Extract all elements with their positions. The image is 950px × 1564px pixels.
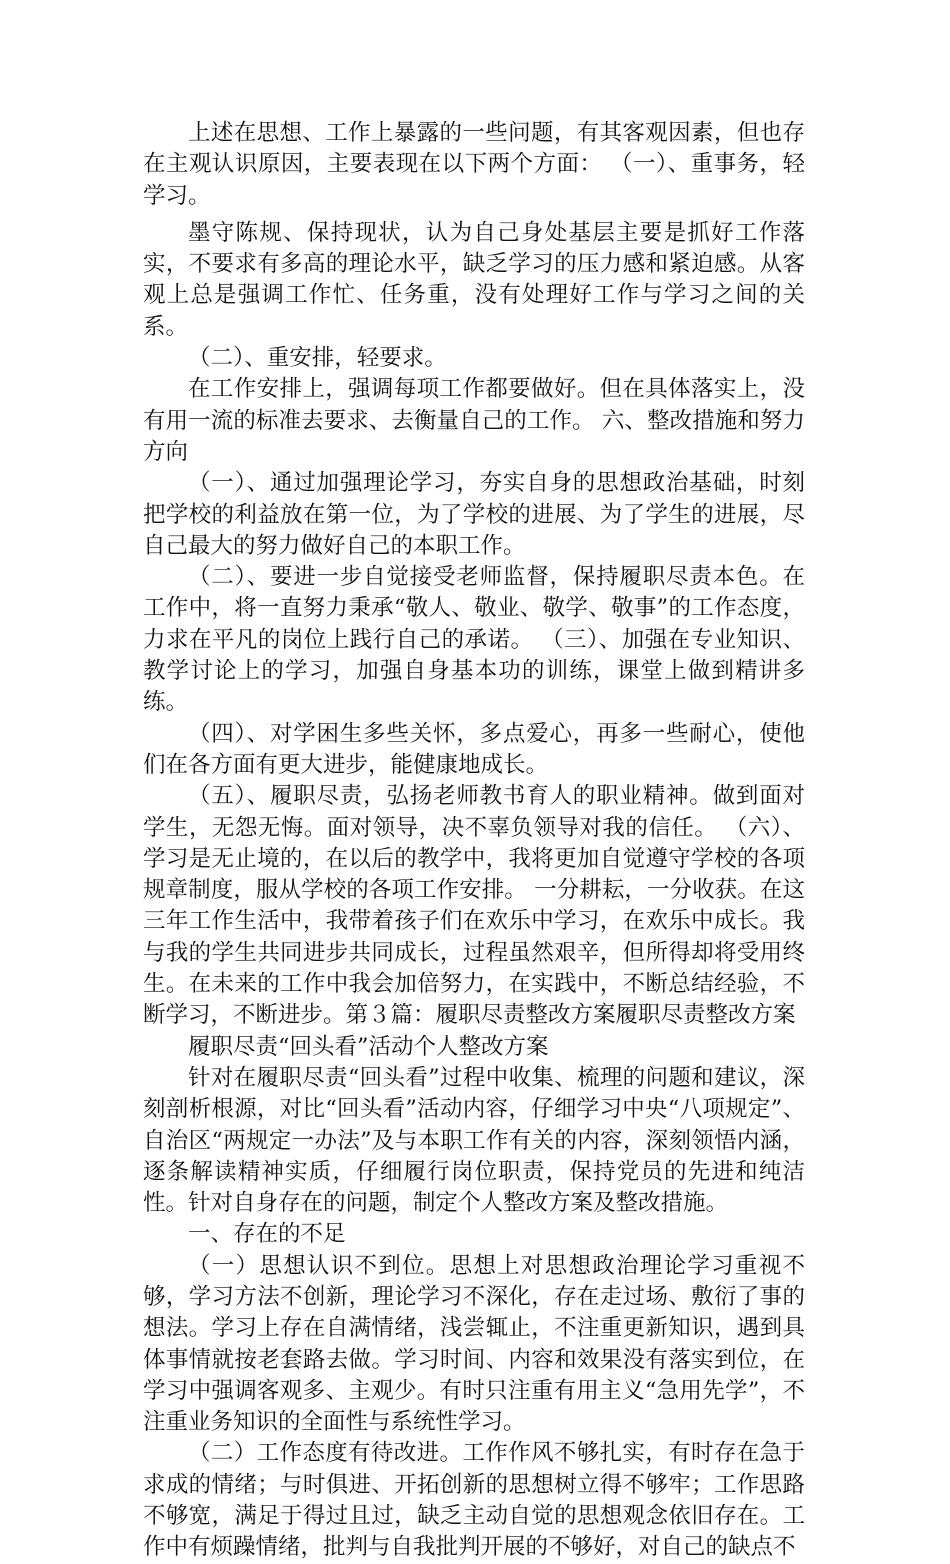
paragraph-conservatism: 墨守陈规、保持现状，认为自己身处基层主要是抓好工作落实，不要求有多高的理论水平，缺乏学习的压力感和紧迫感。从客观上总是强调工作忙、任务重，没有处理好工作与学习之间的关系。 xyxy=(143,219,805,340)
document-body xyxy=(143,118,805,1564)
paragraph-plan-title: 履职尽责“回头看”活动个人整改方案 xyxy=(188,1033,549,1060)
paragraph-measure-2: （二）、要进一步自觉接受老师监督，保持履职尽责本色。在工作中，将一直努力秉承“敬人、敬业、敬学、敬事”的工作态度，力求在平凡的岗位上践行自己的承诺。 （三）、加强在专业知识、教学讨论上的学习，加强自身基本功的训练，课堂上做到精讲多练。 xyxy=(143,564,805,716)
paragraph-measure-1: （一）、通过加强理论学习，夯实自身的思想政治基础，时刻把学校的利益放在第一位，为了学校的进展、为了学生的进展，尽自己最大的努力做好自己的本职工作。 xyxy=(143,470,805,559)
paragraph-work-arrangement: 在工作安排上，强调每项工作都要做好。但在具体落实上，没有用一流的标准去要求、去衡量自己的工作。 六、整改措施和努力方向 xyxy=(143,376,805,465)
paragraph-issue-2: （二）工作态度有待改进。工作作风不够扎实，有时存在急于求成的情绪；与时俱进、开拓创新的思想树立得不够牢；工作思路不够宽，满足于得过且过，缺乏主动自觉的思想观念依旧存在。工作中有烦躁情绪，批判与自我批判开展的不够好，对自己的缺点不 xyxy=(143,1440,805,1561)
paragraph-issue-1: （一）思想认识不到位。思想上对思想政治理论学习重视不够，学习方法不创新，理论学习不深化，存在走过场、敷衍了事的想法。学习上存在自满情绪，浅尝辄止，不注重更新知识，遇到具体事情就按老套路去做。学习时间、内容和效果没有落实到位，在学习中强调客观多、主观少。有时只注重有用主义“急用先学”，不注重业务知识的全面性与系统性学习。 xyxy=(143,1252,805,1436)
paragraph-section-heading: 一、存在的不足 xyxy=(188,1221,346,1248)
paragraph-heading-2: （二）、重安排，轻要求。 xyxy=(188,345,447,372)
paragraph-measure-5: （五）、履职尽责，弘扬老师教书育人的职业精神。做到面对学生，无怨无悔。面对领导，决不辜负领导对我的信任。 （六）、学习是无止境的，在以后的教学中，我将更加自觉遵守学校的各项规章制度，服从学校的各项工作安排。 一分耕耘，一分收获。在这三年工作生活中，我带着孩子们在欢乐中学习，在欢乐中成长。我与我的学生共同进步共同成长，过程虽然艰辛，但所得却将受用终生。在未来的工作中我会加倍努力，在实践中，不断总结经验，不断学习，不断进步。第３篇：履职尽责整改方案履职尽责整改方案 xyxy=(143,783,805,1029)
paragraph-causes: 上述在思想、工作上暴露的一些问题，有其客观因素，但也存在主观认识原因，主要表现在以下两个方面： （一）、重事务，轻学习。 xyxy=(143,120,805,209)
paragraph-plan-intro: 针对在履职尽责“回头看”过程中收集、梳理的问题和建议，深刻剖析根源，对比“回头看”活动内容，仔细学习中央“八项规定”、自治区“两规定一办法”及与本职工作有关的内容，深刻领悟内涵，逐条解读精神实质，仔细履行岗位职责，保持党员的先进和纯洁性。针对自身存在的问题，制定个人整改方案及整改措施。 xyxy=(143,1064,805,1217)
paragraph-measure-4: （四）、对学困生多些关怀，多点爱心，再多一些耐心，使他们在各方面有更大进步，能健康地成长。 xyxy=(143,720,805,778)
